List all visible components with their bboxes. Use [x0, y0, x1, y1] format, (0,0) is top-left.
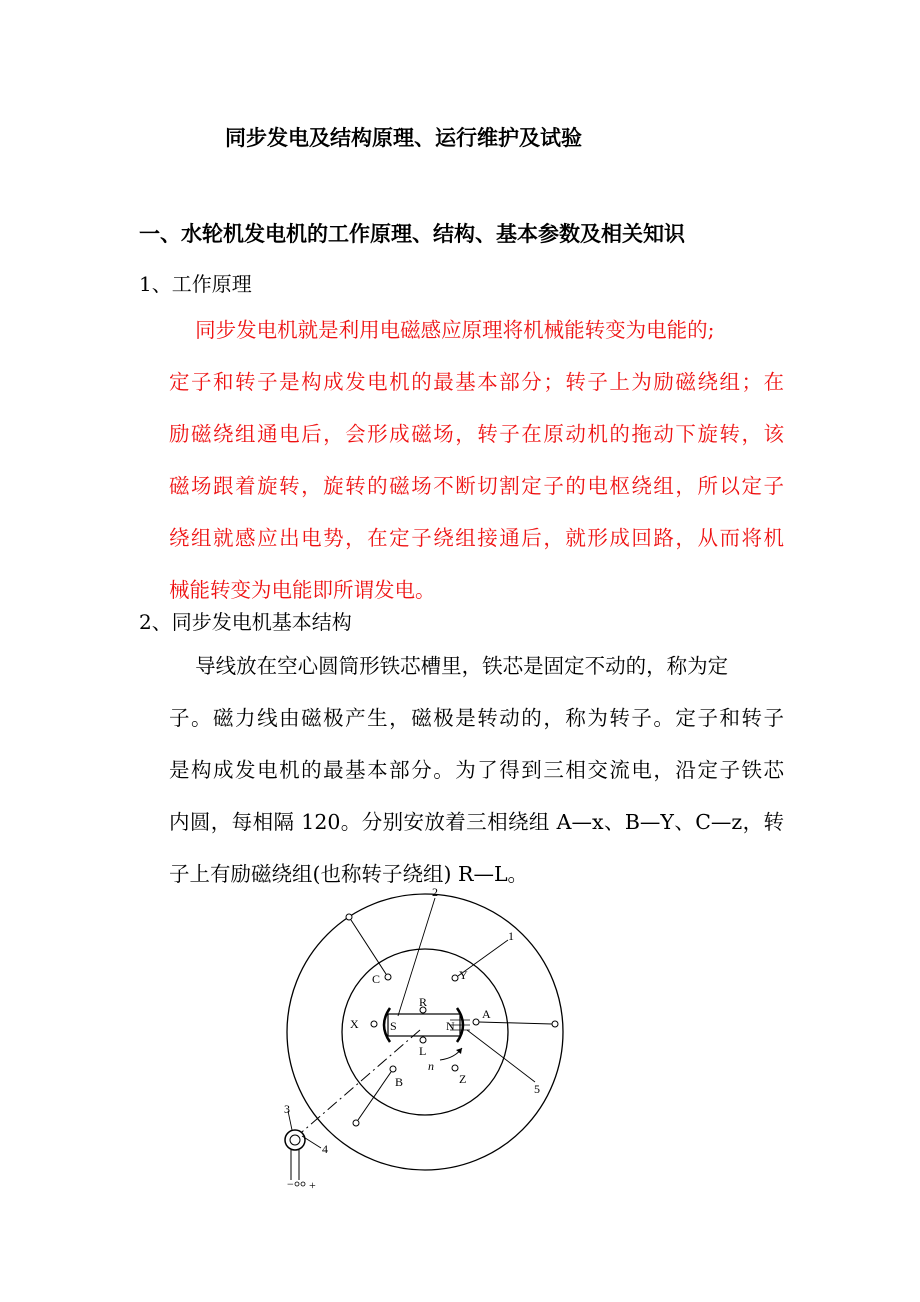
structure-paragraph — [169, 640, 784, 900]
label-x: X — [350, 1017, 359, 1031]
paragraph-line: 械能转变为电能即所谓发电。 — [169, 578, 436, 602]
paragraph-line: 磁场跟着旋转，旋转的磁场不断切割定子的电枢绕组，所以定子 — [169, 474, 784, 498]
terminal-z — [452, 1065, 458, 1071]
label-r: R — [419, 995, 428, 1009]
generator-diagram — [270, 880, 590, 1200]
paragraph-line: 同步发电机就是利用电磁感应原理将机械能转变为电能的; — [169, 318, 715, 342]
brush-terminal — [295, 1182, 299, 1186]
label-s: S — [390, 1019, 397, 1033]
label-1: 1 — [508, 929, 514, 943]
label-5: 5 — [534, 1082, 540, 1096]
label-l: L — [419, 1044, 427, 1058]
label-rotation-n: n — [428, 1059, 434, 1073]
document-title: 同步发电及结构原理、运行维护及试验 — [225, 126, 582, 150]
terminal-c-outer — [346, 914, 352, 920]
label-3: 3 — [284, 1102, 290, 1116]
paragraph-line: 励磁绕组通电后，会形成磁场，转子在原动机的拖动下旋转，该 — [169, 422, 784, 446]
label-minus: − — [287, 1177, 294, 1191]
paragraph-line: 是构成发电机的最基本部分。为了得到三相交流电，沿定子铁芯 — [169, 758, 784, 782]
label-b: B — [395, 1075, 404, 1089]
slip-ring-inner — [290, 1135, 300, 1145]
terminal-b-outer — [353, 1120, 359, 1126]
terminal-b — [390, 1066, 396, 1072]
terminal-c — [385, 974, 391, 980]
brush-terminal — [301, 1182, 305, 1186]
paragraph-line: 子上有励磁绕组(也称转子绕组) R—L。 — [169, 862, 529, 886]
subsection-heading-principle: 1、工作原理 — [139, 272, 252, 296]
label-n-pole: N — [446, 1019, 455, 1033]
paragraph-line: 导线放在空心圆筒形铁芯槽里，铁芯是固定不动的，称为定 — [169, 654, 729, 678]
leader-5 — [467, 1030, 535, 1082]
lead-c — [351, 920, 386, 974]
label-plus: + — [309, 1178, 316, 1192]
paragraph-line: 定子和转子是构成发电机的最基本部分；转子上为励磁绕组；在 — [169, 370, 784, 394]
terminal-a-outer — [552, 1021, 558, 1027]
paragraph-line: 子。磁力线由磁极产生，磁极是转动的，称为转子。定子和转子 — [169, 706, 784, 730]
subsection-heading-structure: 2、同步发电机基本结构 — [139, 610, 352, 634]
paragraph-line: 绕组就感应出电势，在定子绕组接通后，就形成回路，从而将机 — [169, 526, 784, 550]
leader-2 — [398, 898, 435, 1016]
label-z: Z — [459, 1072, 467, 1086]
label-a: A — [482, 1007, 491, 1021]
lead-a — [479, 1022, 552, 1024]
paragraph-line: 内圆，每相隔 120。分别安放着三相绕组 A—x、B—Y、C—z，转 — [169, 810, 784, 834]
terminal-y — [452, 975, 458, 981]
label-c: C — [372, 972, 381, 986]
terminal-l — [420, 1037, 426, 1043]
label-2: 2 — [432, 885, 438, 899]
principle-paragraph — [169, 304, 784, 616]
terminal-x — [371, 1021, 377, 1027]
terminal-a — [473, 1019, 479, 1025]
label-y: Y — [459, 968, 468, 982]
label-4: 4 — [322, 1142, 328, 1156]
section-heading: 一、水轮机发电机的工作原理、结构、基本参数及相关知识 — [139, 222, 685, 246]
